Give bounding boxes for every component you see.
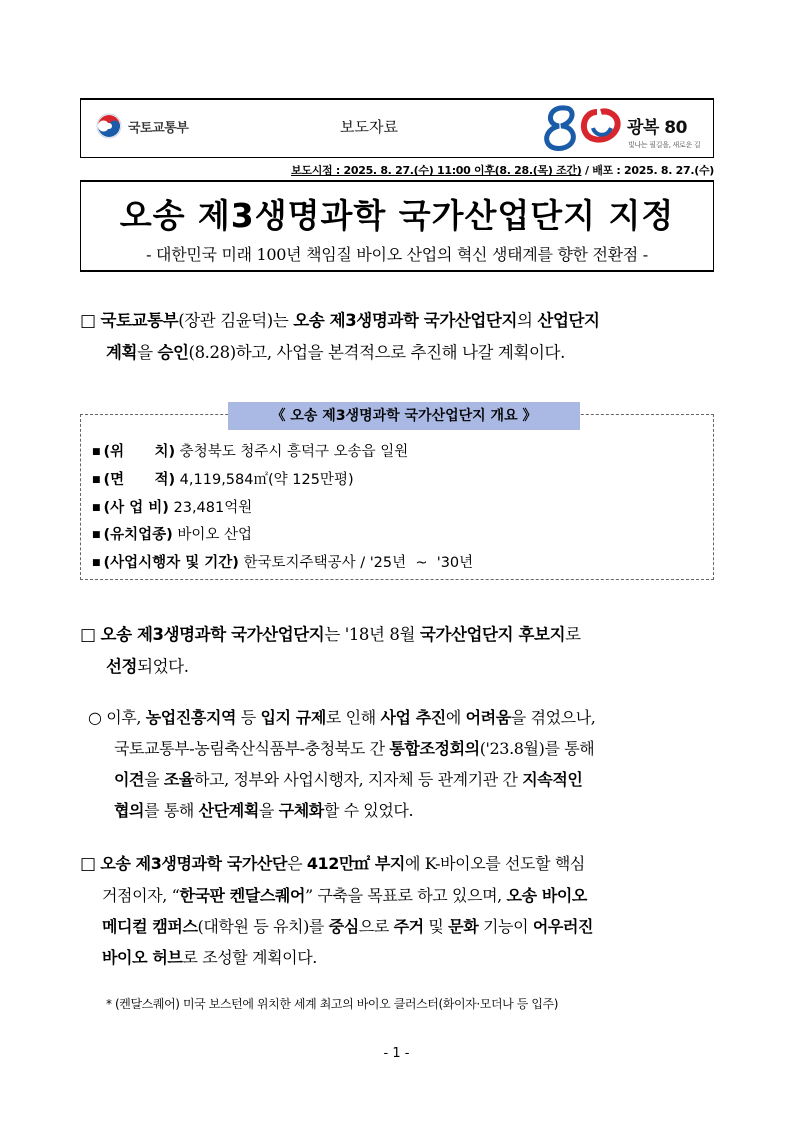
text-bold: 오송 바이오	[506, 886, 587, 905]
text-bold: 사업 추진	[380, 708, 446, 727]
text-bold: 바이오 허브	[102, 948, 183, 967]
text: 거점이자, “	[102, 886, 180, 905]
text-bold: 어우러진	[532, 917, 594, 936]
text: 의	[517, 311, 538, 330]
ministry-name: 국토교통부	[128, 120, 189, 136]
text-bold: 구체화	[278, 801, 324, 820]
summary-title: 《 오송 제3생명과학 국가산업단지 개요 》	[228, 402, 580, 430]
square-bullet: □	[80, 854, 96, 874]
text: 에 K-바이오를 선도할 핵심	[404, 854, 585, 873]
square-bullet-icon: ■	[92, 447, 101, 457]
text-bold: 계획	[106, 343, 138, 362]
release-info	[80, 162, 714, 178]
text: (8.28)하고, 사업을 본격적으로 추진해 나갈 계획이다.	[188, 343, 565, 362]
text-bold: 농업진흥지역	[145, 708, 237, 727]
summary-label: (사업시행자 및 기간)	[103, 555, 239, 571]
text-bold: 메디컬 캠퍼스	[102, 917, 198, 936]
text-bold: 국가산업단지 후보지	[419, 625, 566, 644]
text: 할 수 있었다.	[323, 801, 414, 820]
page-subtitle: - 대한민국 미래 100년 책임질 바이오 산업의 혁신 생태계를 향한 전환점 -	[146, 245, 648, 264]
text-bold: 승인	[157, 343, 189, 362]
paragraph-4	[80, 848, 720, 973]
text: ('23.8월)를 통해	[479, 739, 595, 758]
square-bullet: □	[80, 311, 96, 331]
campaign-subtitle: 빛나는 필길을, 새로운 길	[628, 141, 701, 149]
release-distribution: / 배포 : 2025. 8. 27.(수)	[581, 164, 714, 177]
summary-label: (사 업 비)	[103, 500, 169, 516]
square-bullet: □	[80, 625, 96, 645]
square-bullet-icon: ■	[92, 558, 101, 568]
summary-value: 23,481억원	[168, 500, 253, 516]
summary-item-operator	[92, 551, 473, 572]
text-bold: 한국판 켄달스퀘어	[179, 886, 306, 905]
page-title: 오송 제3생명과학 국가산업단지 지정	[119, 196, 675, 235]
text-bold: 이견	[114, 770, 145, 789]
text-bold: 오송 제3생명과학 국가산단	[100, 854, 288, 873]
summary-value: 4,119,584㎡(약 125만평)	[175, 472, 354, 488]
text: 로 인해	[325, 708, 381, 727]
text-bold: 국토교통부	[100, 311, 179, 330]
summary-label: (유치업종)	[103, 527, 173, 543]
page-number: - 1 -	[383, 1046, 410, 1061]
press-release-label: 보도자료	[340, 118, 398, 136]
paragraph-2	[80, 619, 720, 682]
summary-item-budget	[92, 496, 252, 517]
text: 는 '18년 8월	[324, 625, 420, 644]
paragraph-1	[80, 305, 720, 368]
text: 으로	[358, 917, 394, 936]
summary-value: 한국토지주택공사 / '25년 ~ '30년	[238, 555, 474, 571]
text-bold: 오송 제3생명과학 국가산업단지	[100, 625, 325, 644]
text-bold: 문화	[448, 917, 479, 936]
summary-value: 충청북도 청주시 흥덕구 오송읍 일원	[175, 444, 409, 460]
square-bullet-icon: ■	[92, 530, 101, 540]
footnote: * (켄달스퀘어) 미국 보스턴에 위치한 세계 최고의 바이오 클러스터(화이자·모더나 등 입주)	[106, 997, 559, 1011]
text: 을	[144, 770, 164, 789]
text-bold: 입지 규제	[260, 708, 326, 727]
text: 에	[445, 708, 466, 727]
text-bold: 통합조정회의	[389, 739, 480, 758]
square-bullet-icon: ■	[92, 503, 101, 513]
text: 을	[258, 801, 279, 820]
text-bold: 선정	[106, 657, 138, 676]
campaign-title: 광복 80	[627, 118, 687, 138]
text: 등	[236, 708, 261, 727]
text-bold: 산업단지	[537, 311, 600, 330]
text: 를 통해	[144, 801, 199, 820]
text: 되었다.	[137, 657, 189, 676]
taegeuk-icon	[96, 113, 122, 139]
text-bold: 산단계획	[198, 801, 259, 820]
text-bold: 어려움	[465, 708, 511, 727]
release-embargo: 보도시점 : 2025. 8. 27.(수) 11:00 이후(8. 28.(목) 조간)	[291, 164, 582, 177]
text-bold: 주거	[393, 917, 424, 936]
summary-label: (위 치)	[103, 444, 176, 460]
text: 기능이	[478, 917, 533, 936]
liberation-80-logo-icon	[535, 102, 625, 154]
text-bold: 지속적인	[522, 770, 583, 789]
ministry-logo	[96, 113, 188, 139]
text: 이후,	[106, 708, 146, 727]
summary-item-industry	[92, 523, 252, 544]
circle-bullet: ○	[88, 708, 102, 727]
text: (장관 김윤덕)는	[178, 311, 294, 330]
text: 을	[137, 343, 158, 362]
text: 로	[565, 625, 581, 644]
text-bold: 협의	[114, 801, 145, 820]
text: 및	[423, 917, 449, 936]
summary-label: (면 적)	[103, 472, 176, 488]
text: 하고, 정부와 사업시행자, 지자체 등 관계기관 간	[194, 770, 523, 789]
summary-item-location	[92, 440, 408, 461]
text: 국토교통부-농림축산식품부-충청북도 간	[114, 739, 390, 758]
text: ” 구축을 목표로 하고 있으며,	[305, 886, 507, 905]
text: 을 겪었으나,	[510, 708, 596, 727]
text-bold: 중심	[328, 917, 359, 936]
square-bullet-icon: ■	[92, 475, 101, 485]
text-bold: 조율	[163, 770, 194, 789]
paragraph-3	[88, 702, 718, 826]
summary-value: 바이오 산업	[172, 527, 253, 543]
summary-item-area	[92, 468, 354, 489]
text: (대학원 등 유치)를	[197, 917, 329, 936]
text-bold: 412만㎡ 부지	[306, 854, 405, 873]
text-bold: 오송 제3생명과학 국가산업단지	[293, 311, 518, 330]
text: 로 조성할 계획이다.	[182, 948, 317, 967]
text: 은	[287, 854, 307, 873]
